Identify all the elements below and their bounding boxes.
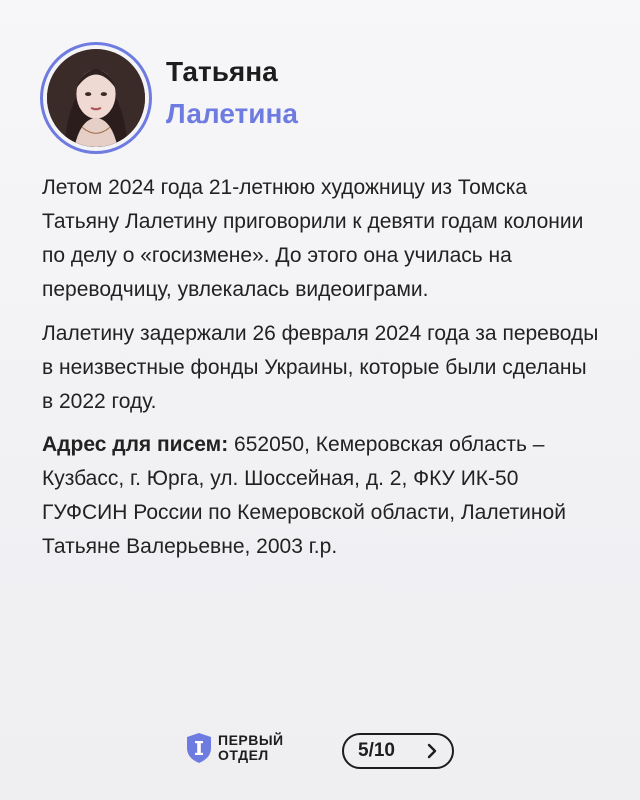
avatar-photo (47, 49, 145, 147)
shield-logo-icon (186, 732, 212, 764)
address-text: 652050, Кемеровская область – Кузбасс, г. Юрга, ул. Шоссейная, д. 2, ФКУ ИК-50 ГУФСИН России по Кемеровской области, Лалетиной Татьяне Валерьевне, 2003 г.р. (42, 433, 566, 558)
person-first-name: Татьяна (166, 56, 278, 87)
avatar (40, 42, 152, 154)
brand-line-2: ОТДЕЛ (218, 747, 269, 763)
paragraph-sentence: Летом 2024 года 21-летнюю художницу из Томска Татьяну Лалетину приговорили к девяти годам колонии по делу о «госизмене». До этого она училась на переводчицу, увлекалась видеоиграми. (42, 176, 584, 301)
page-indicator-next-button[interactable] (342, 733, 454, 769)
brand-logo (186, 732, 284, 764)
page-counter: 5/10 (358, 740, 395, 761)
chevron-right-icon (426, 743, 438, 759)
person-last-name: Лалетина (166, 98, 298, 129)
brand-line-1: ПЕРВЫЙ (218, 732, 284, 748)
paragraph-detention: Лалетину задержали 26 февраля 2024 года за переводы в неизвестные фонды Украины, которые были сделаны в 2022 году. (42, 322, 599, 413)
brand-name (218, 733, 284, 763)
address-label: Адрес для писем: (42, 433, 229, 456)
paragraph-address (42, 428, 602, 564)
